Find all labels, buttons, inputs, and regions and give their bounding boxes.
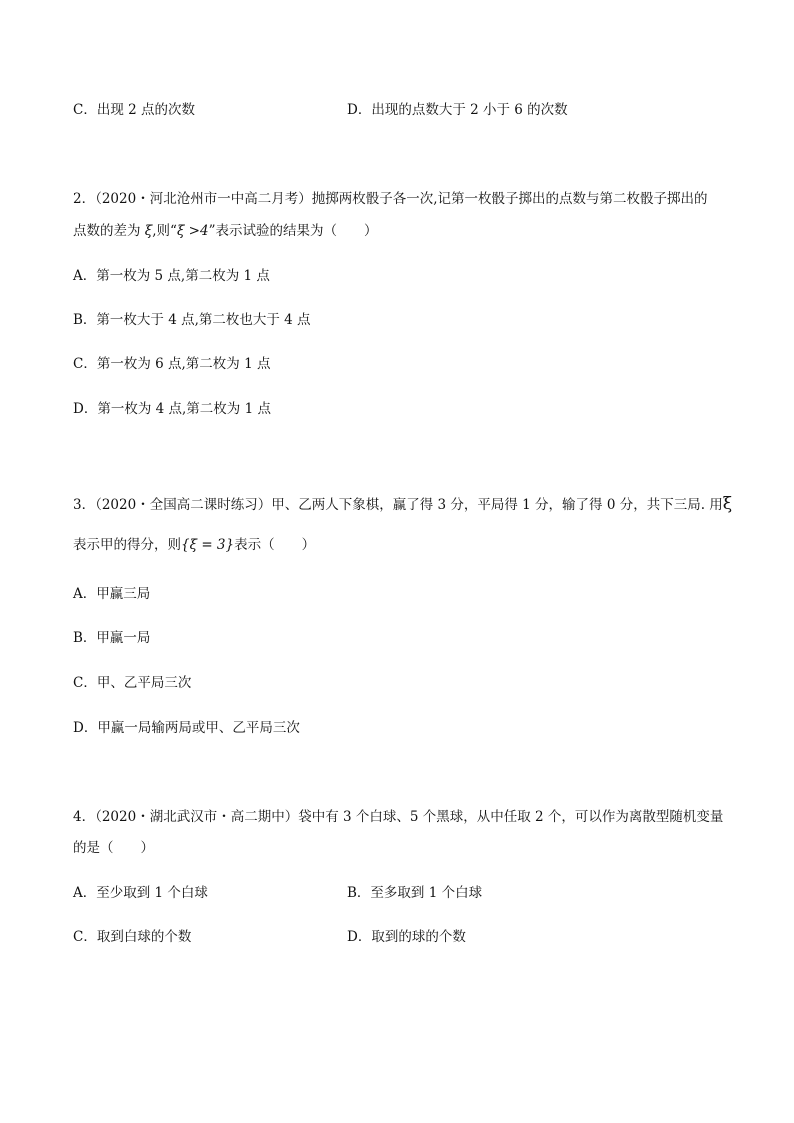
q4-stem-line2: 的是（ ） bbox=[73, 840, 154, 856]
q3-stem-prefix: 表示甲的得分，则 bbox=[73, 537, 181, 553]
q3-option-b: B．甲赢一局 bbox=[73, 630, 151, 646]
q3-option-d: D．甲赢一局输两局或甲、乙平局三次 bbox=[73, 720, 300, 736]
q3-set-expr: {ξ = 3} bbox=[181, 537, 235, 553]
q2-option-c: C．第一枚为 6 点,第二枚为 1 点 bbox=[73, 356, 271, 372]
q4-option-a: A．至少取到 1 个白球 bbox=[73, 885, 208, 901]
q2-stem-suffix: ”表示试验的结果为（ ） bbox=[208, 223, 378, 239]
q4-option-b: B．至多取到 1 个白球 bbox=[347, 885, 483, 901]
q4-option-d: D．取到的球的个数 bbox=[347, 929, 466, 945]
q3-stem-text: 3．（2020・全国高二课时练习）甲、乙两人下象棋，赢了得 3 分，平局得 1 分，输了得 0 分，共下三局. 用 bbox=[73, 497, 723, 513]
q4-stem-line1: 4．（2020・湖北武汉市・高二期中）袋中有 3 个白球、5 个黑球，从中任取 2 个，可以作为离散型随机变量 bbox=[73, 809, 724, 825]
q2-xi-symbol: ξ bbox=[144, 223, 153, 239]
q2-stem-mid: ,则“ bbox=[152, 223, 177, 239]
q2-condition-expr: ξ >4 bbox=[176, 223, 209, 239]
q1-option-d: D．出现的点数大于 2 小于 6 的次数 bbox=[347, 102, 568, 118]
q2-stem-line2 bbox=[73, 221, 377, 241]
q1-option-c: C．出现 2 点的次数 bbox=[73, 102, 196, 118]
q2-stem-line1: 2．（2020・河北沧州市一中高二月考）抛掷两枚骰子各一次,记第一枚骰子掷出的点数与第二枚骰子掷出的 bbox=[73, 191, 708, 207]
q2-option-b: B．第一枚大于 4 点,第二枚也大于 4 点 bbox=[73, 312, 311, 328]
q3-stem-line1 bbox=[73, 494, 732, 515]
q3-option-c: C．甲、乙平局三次 bbox=[73, 675, 192, 691]
q2-option-a: A．第一枚为 5 点,第二枚为 1 点 bbox=[73, 268, 270, 284]
q4-option-c: C．取到白球的个数 bbox=[73, 929, 192, 945]
q3-stem-suffix: 表示（ ） bbox=[234, 537, 316, 553]
q3-option-a: A．甲赢三局 bbox=[73, 586, 151, 602]
q3-stem-line2 bbox=[73, 535, 315, 555]
q2-option-d: D．第一枚为 4 点,第二枚为 1 点 bbox=[73, 401, 271, 417]
q3-xi-symbol: ξ bbox=[722, 494, 733, 514]
q2-stem-prefix: 点数的差为 bbox=[73, 223, 145, 239]
